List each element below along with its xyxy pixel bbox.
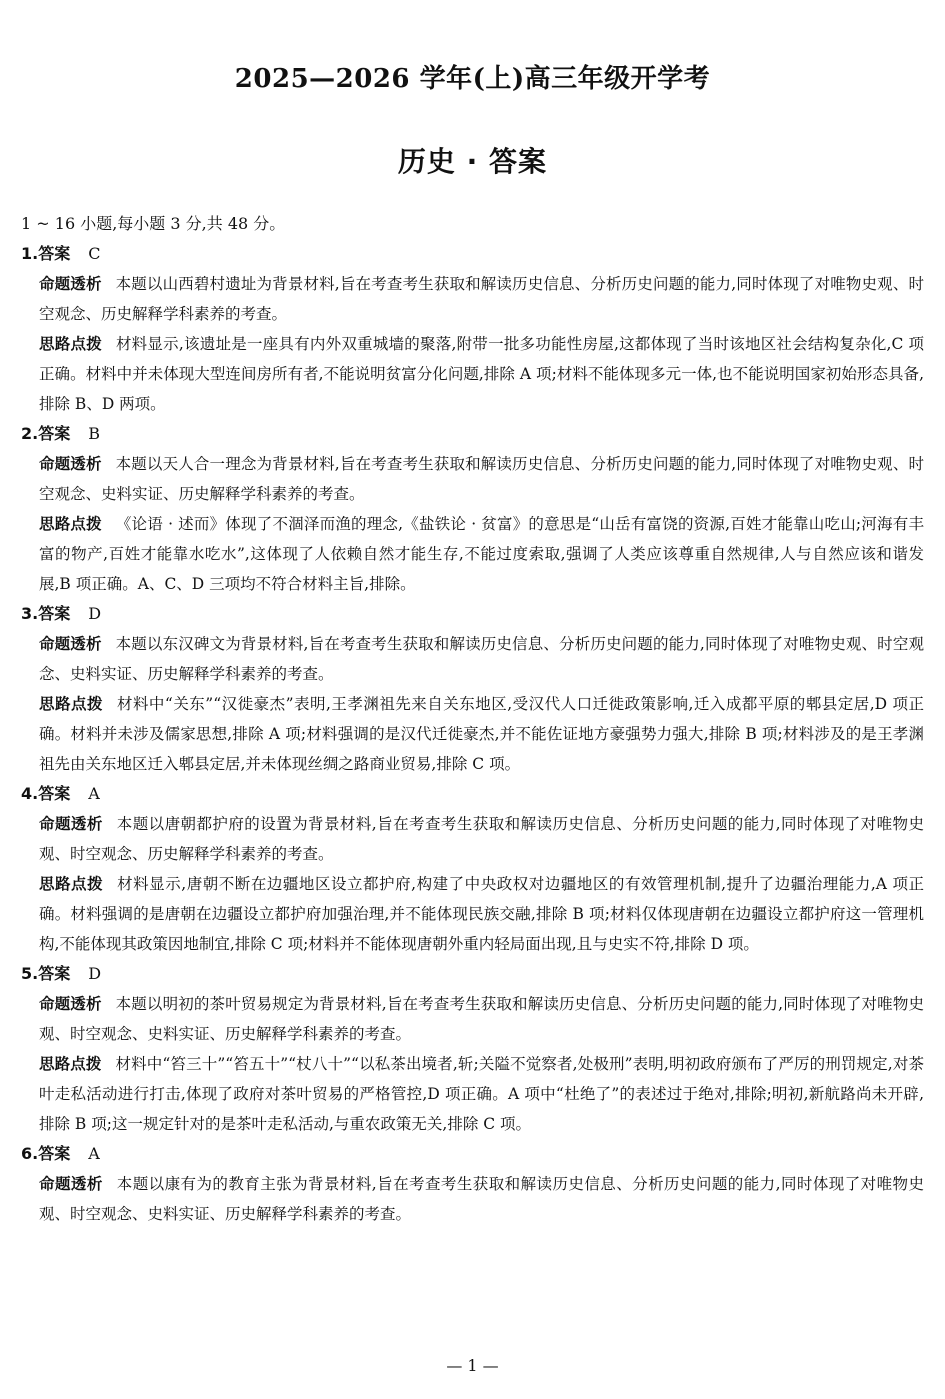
question-header [21,239,924,269]
analysis-paragraph-text: 本题以康有为的教育主张为背景材料,旨在考查考生获取和解读历史信息、分析历史问题的能力,同时体现了对唯物史观、时空观念、史料实证、历史解释学科素养的考查。 [39,1175,924,1223]
hint-paragraph [21,509,924,599]
analysis-paragraph-text: 本题以唐朝都护府的设置为背景材料,旨在考查考生获取和解读历史信息、分析历史问题的能力,同时体现了对唯物史观、时空观念、历史解释学科素养的考查。 [39,815,924,863]
answer-label: 答案 [38,424,71,443]
analysis-paragraph-label: 命题透析 [39,275,102,293]
answer-value: A [88,1144,100,1163]
hint-paragraph [21,689,924,779]
answer-label: 答案 [38,244,71,263]
answer-label: 答案 [38,964,71,983]
question-block [21,959,924,1139]
question-block [21,239,924,419]
answer-value: B [88,424,100,443]
answer-value: D [88,964,102,983]
question-number: 4. [21,784,39,803]
analysis-paragraph [21,629,924,689]
hint-paragraph-text: 材料中“笞三十”“笞五十”“杖八十”“以私茶出境者,斩;关隘不觉察者,处极刑”表明,明初政府颁布了严厉的刑罚规定,对茶叶走私活动进行打击,体现了政府对茶叶贸易的严格管控,D 项正确。A 项中“杜绝了”的表述过于绝对,排除;明初,新航路尚未开辟,排除 B 项;这一规定针对的是茶叶走私活动,与重农政策无关,排除 C 项。 [39,1055,924,1133]
answer-value: D [88,604,102,623]
analysis-paragraph [21,269,924,329]
hint-paragraph-label: 思路点拨 [39,335,102,353]
hint-paragraph-text: 材料中“关东”“汉徙豪杰”表明,王孝渊祖先来自关东地区,受汉代人口迁徙政策影响,迁入成都平原的郫县定居,D 项正确。材料并未涉及儒家思想,排除 A 项;材料强调的是汉代迁徙豪杰,并不能佐证地方豪强势力强大,排除 B 项;材料涉及的是王孝渊祖先由关东地区迁入郫县定居,并未体现丝绸之路商业贸易,排除 C 项。 [39,695,924,773]
analysis-paragraph-text: 本题以天人合一理念为背景材料,旨在考查考生获取和解读历史信息、分析历史问题的能力,同时体现了对唯物史观、时空观念、史料实证、历史解释学科素养的考查。 [39,455,924,503]
question-header [21,599,924,629]
analysis-paragraph-label: 命题透析 [39,455,102,473]
question-header [21,779,924,809]
question-number: 1. [21,244,39,263]
answer-label: 答案 [38,1144,71,1163]
page-number: — 1 — [446,1356,499,1375]
question-number: 2. [21,424,39,443]
hint-paragraph-text: 《论语 · 述而》体现了不涸泽而渔的理念,《盐铁论 · 贫富》的意思是“山岳有富饶的资源,百姓才能靠山吃山;河海有丰富的物产,百姓才能靠水吃水”,这体现了人依赖自然才能生存,不能过度索取,强调了人类应该尊重自然规律,人与自然应该和谐发展,B 项正确。A、C、D 三项均不符合材料主旨,排除。 [39,515,924,593]
question-block [21,779,924,959]
question-number: 3. [21,604,39,623]
exam-subtitle: 历史 · 答案 [397,145,548,178]
hint-paragraph-label: 思路点拨 [39,1055,102,1073]
question-list [21,239,924,1229]
hint-paragraph-text: 材料显示,该遗址是一座具有内外双重城墙的聚落,附带一批多功能性房屋,这都体现了当时该地区社会结构复杂化,C 项正确。材料中并未体现大型连间房所有者,不能说明贫富分化问题,排除 A 项;材料不能体现多元一体,也不能说明国家初始形态具备,排除 B、D 两项。 [39,335,924,413]
question-number: 6. [21,1144,39,1163]
hint-paragraph [21,1049,924,1139]
analysis-paragraph [21,989,924,1049]
question-block [21,1139,924,1229]
analysis-paragraph-text: 本题以山西碧村遗址为背景材料,旨在考查考生获取和解读历史信息、分析历史问题的能力,同时体现了对唯物史观、时空观念、历史解释学科素养的考查。 [39,275,924,323]
question-block [21,419,924,599]
hint-paragraph-label: 思路点拨 [39,695,103,713]
analysis-paragraph [21,1169,924,1229]
analysis-paragraph-text: 本题以东汉碑文为背景材料,旨在考查考生获取和解读历史信息、分析历史问题的能力,同时体现了对唯物史观、时空观念、史料实证、历史解释学科素养的考查。 [39,635,924,683]
analysis-paragraph-label: 命题透析 [39,815,103,833]
hint-paragraph-label: 思路点拨 [39,515,102,533]
question-number: 5. [21,964,39,983]
question-header [21,1139,924,1169]
answer-value: A [88,784,100,803]
answer-value: C [88,244,101,263]
analysis-paragraph [21,809,924,869]
hint-paragraph [21,869,924,959]
analysis-paragraph-text: 本题以明初的茶叶贸易规定为背景材料,旨在考查考生获取和解读历史信息、分析历史问题的能力,同时体现了对唯物史观、时空观念、史料实证、历史解释学科素养的考查。 [39,995,924,1043]
hint-paragraph [21,329,924,419]
analysis-paragraph-label: 命题透析 [39,1175,103,1193]
analysis-paragraph-label: 命题透析 [39,635,102,653]
question-block [21,599,924,779]
question-header [21,959,924,989]
answer-label: 答案 [38,784,71,803]
hint-paragraph-label: 思路点拨 [39,875,104,893]
exam-title: 2025—2026 学年(上)高三年级开学考 [234,64,711,94]
analysis-paragraph-label: 命题透析 [39,995,102,1013]
question-header [21,419,924,449]
answer-label: 答案 [38,604,71,623]
hint-paragraph-text: 材料显示,唐朝不断在边疆地区设立都护府,构建了中央政权对边疆地区的有效管理机制,提升了边疆治理能力,A 项正确。材料强调的是唐朝在边疆设立都护府加强治理,并不能体现民族交融,排除 B 项;材料仅体现唐朝在边疆设立都护府这一管理机构,不能体现其政策因地制宜,排除 C 项;材料并不能体现唐朝外重内轻局面出现,且与史实不符,排除 D 项。 [39,875,924,953]
scoring-intro: 1 ~ 16 小题,每小题 3 分,共 48 分。 [21,214,286,233]
analysis-paragraph [21,449,924,509]
answer-content [21,209,924,1229]
